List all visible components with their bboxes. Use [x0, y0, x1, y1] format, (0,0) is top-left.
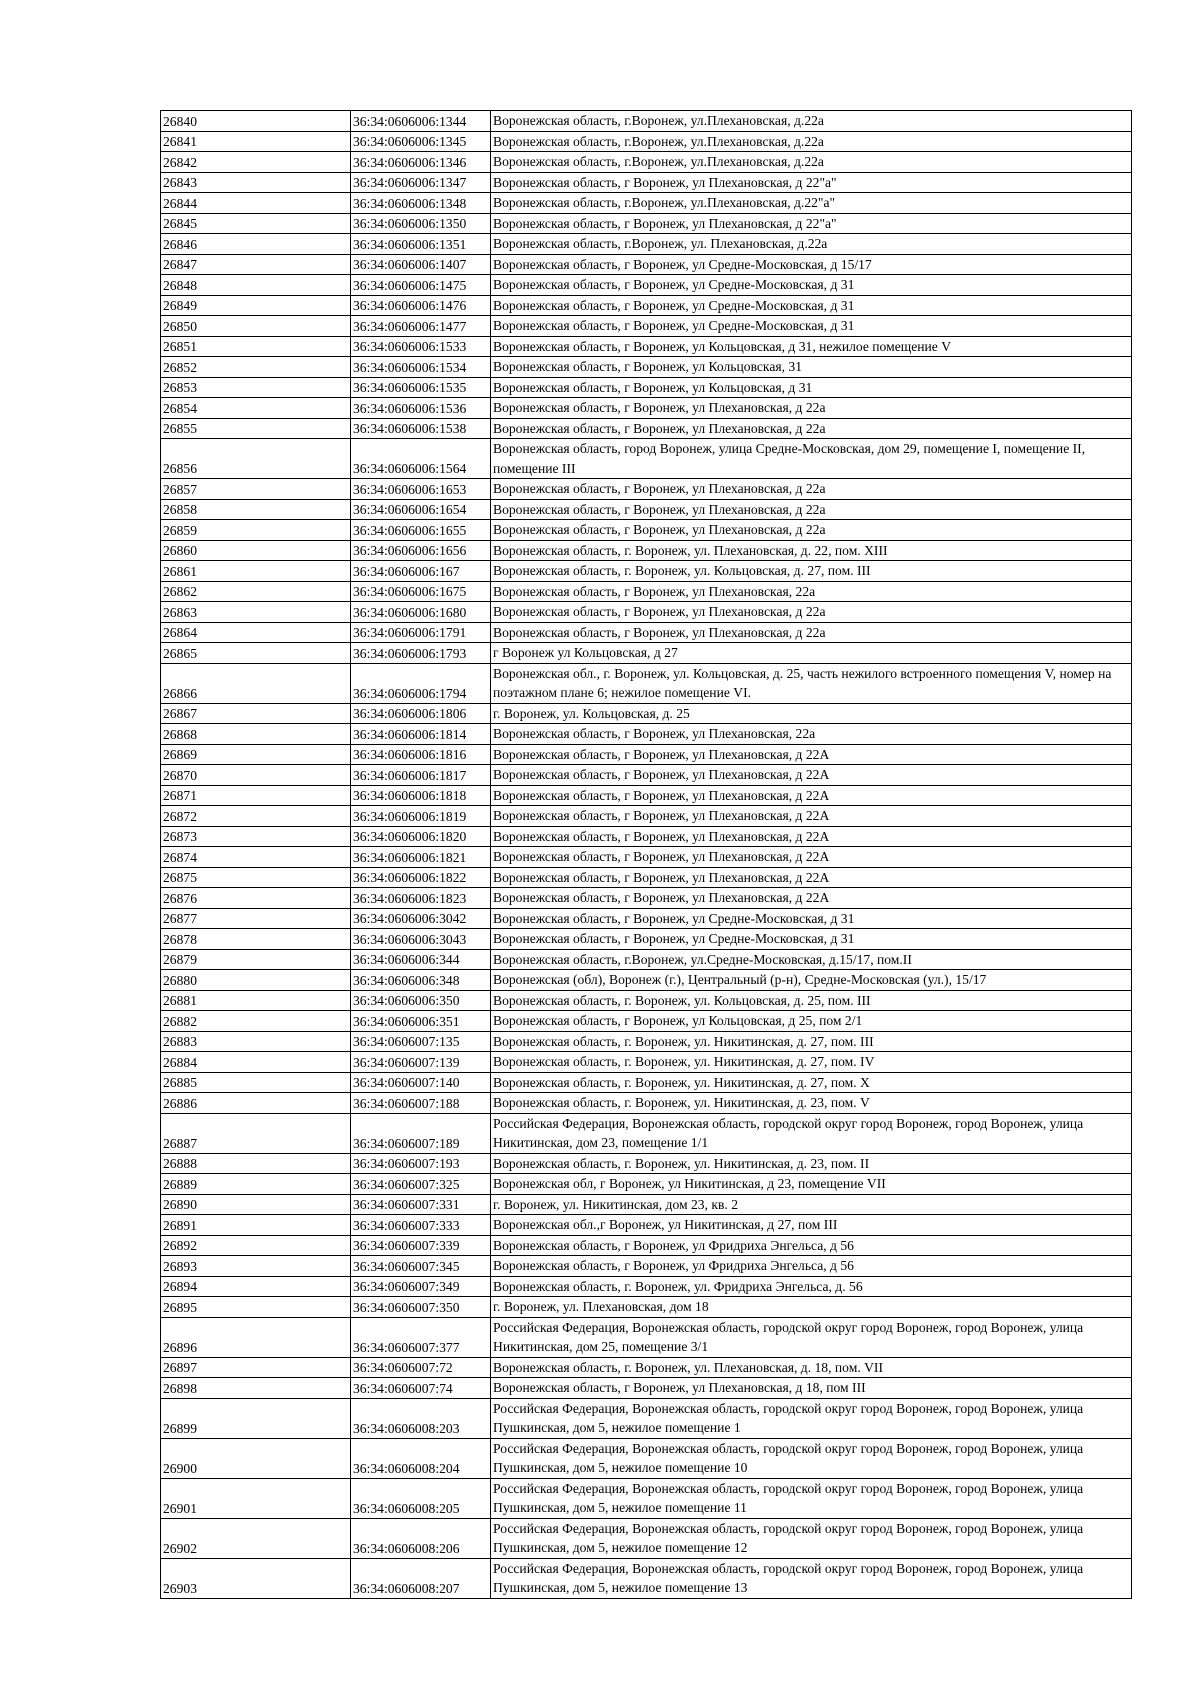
address-cell: Воронежская область, г. Воронеж, ул. Никитинская, д. 27, пом. III [491, 1031, 1132, 1052]
address-cell: Воронежская область, г. Воронеж, ул. Кольцовская, д. 25, пом. III [491, 990, 1132, 1011]
row-number-cell: 26860 [161, 540, 351, 561]
row-number-cell: 26869 [161, 744, 351, 765]
address-cell: г. Воронеж, ул. Кольцовская, д. 25 [491, 703, 1132, 724]
table-row [161, 785, 1132, 806]
address-cell: Российская Федерация, Воронежская область, городской округ город Воронеж, город Воронеж, улица Пушкинская, дом 5, нежилое помещение 12 [491, 1518, 1132, 1558]
address-cell: Воронежская область, г Воронеж, ул Плехановская, д 22А [491, 867, 1132, 888]
row-number-cell: 26891 [161, 1215, 351, 1236]
address-cell: Воронежская обл.,г Воронеж, ул Никитинская, д 27, пом III [491, 1215, 1132, 1236]
document-page [160, 110, 1131, 1599]
row-number-cell: 26903 [161, 1558, 351, 1598]
address-cell: Российская Федерация, Воронежская область, городской округ город Воронеж, город Воронеж, улица Пушкинская, дом 5, нежилое помещение 10 [491, 1438, 1132, 1478]
row-number-cell: 26842 [161, 152, 351, 173]
row-number-cell: 26894 [161, 1276, 351, 1297]
cadastral-number-cell: 36:34:0606006:1535 [351, 377, 491, 398]
address-cell: Воронежская область, г.Воронеж, ул.Плехановская, д.22а [491, 131, 1132, 152]
row-number-cell: 26866 [161, 663, 351, 703]
row-number-cell: 26883 [161, 1031, 351, 1052]
row-number-cell: 26864 [161, 622, 351, 643]
table-row [161, 970, 1132, 991]
row-number-cell: 26867 [161, 703, 351, 724]
address-cell: Воронежская область, г Воронеж, ул Плехановская, д 18, пом III [491, 1378, 1132, 1399]
table-row [161, 479, 1132, 500]
address-cell: Воронежская область, г Воронеж, ул Плехановская, д 22А [491, 744, 1132, 765]
cadastral-number-cell: 36:34:0606006:1564 [351, 439, 491, 479]
row-number-cell: 26879 [161, 949, 351, 970]
cadastral-number-cell: 36:34:0606006:1344 [351, 111, 491, 132]
address-cell: Воронежская область, г Воронеж, ул Плехановская, д 22А [491, 765, 1132, 786]
row-number-cell: 26877 [161, 908, 351, 929]
table-row [161, 1174, 1132, 1195]
table-row [161, 1113, 1132, 1153]
table-row [161, 336, 1132, 357]
row-number-cell: 26892 [161, 1235, 351, 1256]
table-row [161, 1478, 1132, 1518]
address-cell: Российская Федерация, Воронежская область, городской округ город Воронеж, город Воронеж, улица Пушкинская, дом 5, нежилое помещение 13 [491, 1558, 1132, 1598]
cadastral-number-cell: 36:34:0606006:1794 [351, 663, 491, 703]
cadastral-number-cell: 36:34:0606006:1822 [351, 867, 491, 888]
table-row [161, 398, 1132, 419]
address-cell: Воронежская область, г Воронеж, ул Плехановская, д 22А [491, 806, 1132, 827]
cadastral-number-cell: 36:34:0606006:1654 [351, 499, 491, 520]
cadastral-number-cell: 36:34:0606006:1791 [351, 622, 491, 643]
cadastral-number-cell: 36:34:0606006:1821 [351, 847, 491, 868]
cadastral-number-cell: 36:34:0606006:1823 [351, 888, 491, 909]
cadastral-number-cell: 36:34:0606006:1817 [351, 765, 491, 786]
table-row [161, 213, 1132, 234]
row-number-cell: 26859 [161, 520, 351, 541]
cadastral-number-cell: 36:34:0606006:1477 [351, 316, 491, 337]
table-row [161, 826, 1132, 847]
row-number-cell: 26878 [161, 929, 351, 950]
address-cell: Воронежская область, г Воронеж, ул Средне-Московская, д 31 [491, 295, 1132, 316]
row-number-cell: 26880 [161, 970, 351, 991]
address-cell: Воронежская область, г. Воронеж, ул. Никитинская, д. 23, пом. V [491, 1093, 1132, 1114]
address-cell: Воронежская область, г Воронеж, ул Средне-Московская, д 31 [491, 908, 1132, 929]
address-cell: Воронежская область, г. Воронеж, ул. Плехановская, д. 22, пом. XIII [491, 540, 1132, 561]
table-row [161, 1357, 1132, 1378]
table-row [161, 1215, 1132, 1236]
table-row [161, 806, 1132, 827]
cadastral-number-cell: 36:34:0606007:345 [351, 1256, 491, 1277]
row-number-cell: 26863 [161, 602, 351, 623]
row-number-cell: 26885 [161, 1072, 351, 1093]
cadastral-number-cell: 36:34:0606006:3043 [351, 929, 491, 950]
address-cell: Воронежская область, г. Воронеж, ул. Никитинская, д. 23, пом. II [491, 1153, 1132, 1174]
address-cell: Воронежская область, г Воронеж, ул Плехановская, д 22А [491, 888, 1132, 909]
table-row [161, 1317, 1132, 1357]
cadastral-number-cell: 36:34:0606008:204 [351, 1438, 491, 1478]
address-cell: Воронежская область, г Воронеж, ул Кольцовская, д 25, пом 2/1 [491, 1011, 1132, 1032]
row-number-cell: 26848 [161, 275, 351, 296]
cadastral-number-cell: 36:34:0606006:1680 [351, 602, 491, 623]
cadastral-number-cell: 36:34:0606007:140 [351, 1072, 491, 1093]
table-row [161, 111, 1132, 132]
row-number-cell: 26884 [161, 1052, 351, 1073]
cadastral-number-cell: 36:34:0606007:377 [351, 1317, 491, 1357]
cadastral-number-cell: 36:34:0606007:135 [351, 1031, 491, 1052]
address-cell: Воронежская область, г Воронеж, ул Плехановская, 22а [491, 724, 1132, 745]
address-cell: Воронежская область, г Воронеж, ул Плехановская, д 22А [491, 785, 1132, 806]
row-number-cell: 26862 [161, 581, 351, 602]
cadastral-number-cell: 36:34:0606006:1538 [351, 418, 491, 439]
table-row [161, 581, 1132, 602]
cadastral-number-cell: 36:34:0606006:1793 [351, 643, 491, 664]
address-cell: Воронежская область, г.Воронеж, ул.Средне-Московская, д.15/17, пом.II [491, 949, 1132, 970]
row-number-cell: 26872 [161, 806, 351, 827]
address-cell: Воронежская область, г Воронеж, ул Плехановская, д 22а [491, 398, 1132, 419]
registry-table-body [161, 111, 1132, 1599]
row-number-cell: 26844 [161, 193, 351, 214]
table-row [161, 1011, 1132, 1032]
cadastral-number-cell: 36:34:0606006:1346 [351, 152, 491, 173]
cadastral-number-cell: 36:34:0606006:1816 [351, 744, 491, 765]
table-row [161, 418, 1132, 439]
cadastral-number-cell: 36:34:0606007:339 [351, 1235, 491, 1256]
registry-table [160, 110, 1132, 1599]
table-row [161, 439, 1132, 479]
cadastral-number-cell: 36:34:0606006:1476 [351, 295, 491, 316]
table-row [161, 499, 1132, 520]
row-number-cell: 26843 [161, 172, 351, 193]
cadastral-number-cell: 36:34:0606007:189 [351, 1113, 491, 1153]
row-number-cell: 26854 [161, 398, 351, 419]
address-cell: Воронежская область, г Воронеж, ул Средне-Московская, д 31 [491, 929, 1132, 950]
address-cell: Воронежская область, г Воронеж, ул Плехановская, д 22А [491, 847, 1132, 868]
cadastral-number-cell: 36:34:0606006:167 [351, 561, 491, 582]
row-number-cell: 26886 [161, 1093, 351, 1114]
address-cell: Воронежская область, город Воронеж, улица Средне-Московская, дом 29, помещение I, помещение II, помещение III [491, 439, 1132, 479]
cadastral-number-cell: 36:34:0606006:1806 [351, 703, 491, 724]
address-cell: Воронежская область, г Воронеж, ул Фридриха Энгельса, д 56 [491, 1235, 1132, 1256]
row-number-cell: 26841 [161, 131, 351, 152]
address-cell: Воронежская область, г Воронеж, ул Плехановская, д 22а [491, 602, 1132, 623]
row-number-cell: 26858 [161, 499, 351, 520]
row-number-cell: 26840 [161, 111, 351, 132]
table-row [161, 1194, 1132, 1215]
row-number-cell: 26902 [161, 1518, 351, 1558]
address-cell: Воронежская обл, г Воронеж, ул Никитинская, д 23, помещение VII [491, 1174, 1132, 1195]
cadastral-number-cell: 36:34:0606007:349 [351, 1276, 491, 1297]
row-number-cell: 26851 [161, 336, 351, 357]
row-number-cell: 26857 [161, 479, 351, 500]
address-cell: Воронежская область, г. Воронеж, ул. Кольцовская, д. 27, пом. III [491, 561, 1132, 582]
row-number-cell: 26874 [161, 847, 351, 868]
table-row [161, 703, 1132, 724]
table-row [161, 1398, 1132, 1438]
cadastral-number-cell: 36:34:0606007:333 [351, 1215, 491, 1236]
table-row [161, 1072, 1132, 1093]
cadastral-number-cell: 36:34:0606006:1534 [351, 357, 491, 378]
table-row [161, 1558, 1132, 1598]
cadastral-number-cell: 36:34:0606006:1656 [351, 540, 491, 561]
address-cell: Российская Федерация, Воронежская область, городской округ город Воронеж, город Воронеж, улица Пушкинская, дом 5, нежилое помещение 11 [491, 1478, 1132, 1518]
row-number-cell: 26861 [161, 561, 351, 582]
cadastral-number-cell: 36:34:0606007:331 [351, 1194, 491, 1215]
address-cell: г Воронеж ул Кольцовская, д 27 [491, 643, 1132, 664]
cadastral-number-cell: 36:34:0606006:1819 [351, 806, 491, 827]
address-cell: Воронежская область, г Воронеж, ул Плехановская, д 22а [491, 418, 1132, 439]
cadastral-number-cell: 36:34:0606006:350 [351, 990, 491, 1011]
address-cell: Воронежская область, г Воронеж, ул Средне-Московская, д 31 [491, 275, 1132, 296]
address-cell: Воронежская область, г.Воронеж, ул.Плехановская, д.22а [491, 111, 1132, 132]
cadastral-number-cell: 36:34:0606007:350 [351, 1297, 491, 1318]
address-cell: Воронежская область, г.Воронеж, ул.Плехановская, д.22"а" [491, 193, 1132, 214]
table-row [161, 561, 1132, 582]
table-row [161, 254, 1132, 275]
cadastral-number-cell: 36:34:0606007:193 [351, 1153, 491, 1174]
row-number-cell: 26900 [161, 1438, 351, 1478]
address-cell: г. Воронеж, ул. Плехановская, дом 18 [491, 1297, 1132, 1318]
address-cell: Воронежская область, г.Воронеж, ул. Плехановская, д.22а [491, 234, 1132, 255]
cadastral-number-cell: 36:34:0606006:1351 [351, 234, 491, 255]
row-number-cell: 26901 [161, 1478, 351, 1518]
row-number-cell: 26881 [161, 990, 351, 1011]
table-row [161, 131, 1132, 152]
row-number-cell: 26896 [161, 1317, 351, 1357]
row-number-cell: 26899 [161, 1398, 351, 1438]
row-number-cell: 26897 [161, 1357, 351, 1378]
row-number-cell: 26893 [161, 1256, 351, 1277]
table-row [161, 929, 1132, 950]
row-number-cell: 26865 [161, 643, 351, 664]
cadastral-number-cell: 36:34:0606006:1814 [351, 724, 491, 745]
cadastral-number-cell: 36:34:0606006:1533 [351, 336, 491, 357]
table-row [161, 1052, 1132, 1073]
row-number-cell: 26846 [161, 234, 351, 255]
cadastral-number-cell: 36:34:0606006:344 [351, 949, 491, 970]
cadastral-number-cell: 36:34:0606006:1407 [351, 254, 491, 275]
row-number-cell: 26898 [161, 1378, 351, 1399]
table-row [161, 1031, 1132, 1052]
row-number-cell: 26871 [161, 785, 351, 806]
cadastral-number-cell: 36:34:0606006:1348 [351, 193, 491, 214]
address-cell: Воронежская область, г Воронеж, ул Средне-Московская, д 31 [491, 316, 1132, 337]
table-row [161, 765, 1132, 786]
address-cell: Воронежская область, г. Воронеж, ул. Никитинская, д. 27, пом. X [491, 1072, 1132, 1093]
address-cell: Воронежская область, г Воронеж, ул Плехановская, д 22А [491, 826, 1132, 847]
address-cell: Воронежская область, г Воронеж, ул Плехановская, 22а [491, 581, 1132, 602]
row-number-cell: 26868 [161, 724, 351, 745]
cadastral-number-cell: 36:34:0606006:1347 [351, 172, 491, 193]
cadastral-number-cell: 36:34:0606008:207 [351, 1558, 491, 1598]
table-row [161, 643, 1132, 664]
cadastral-number-cell: 36:34:0606006:3042 [351, 908, 491, 929]
cadastral-number-cell: 36:34:0606006:1655 [351, 520, 491, 541]
address-cell: Воронежская область, г Воронеж, ул Кольцовская, д 31 [491, 377, 1132, 398]
row-number-cell: 26850 [161, 316, 351, 337]
address-cell: Воронежская область, г Воронеж, ул Фридриха Энгельса, д 56 [491, 1256, 1132, 1277]
address-cell: Воронежская область, г. Воронеж, ул. Плехановская, д. 18, пом. VII [491, 1357, 1132, 1378]
table-row [161, 377, 1132, 398]
table-row [161, 1276, 1132, 1297]
cadastral-number-cell: 36:34:0606007:139 [351, 1052, 491, 1073]
row-number-cell: 26889 [161, 1174, 351, 1195]
cadastral-number-cell: 36:34:0606006:1536 [351, 398, 491, 419]
cadastral-number-cell: 36:34:0606006:1653 [351, 479, 491, 500]
row-number-cell: 26895 [161, 1297, 351, 1318]
cadastral-number-cell: 36:34:0606007:74 [351, 1378, 491, 1399]
table-row [161, 847, 1132, 868]
row-number-cell: 26849 [161, 295, 351, 316]
address-cell: Воронежская область, г Воронеж, ул Плехановская, д 22"а" [491, 213, 1132, 234]
table-row [161, 1297, 1132, 1318]
table-row [161, 724, 1132, 745]
address-cell: Воронежская область, г Воронеж, ул Средне-Московская, д 15/17 [491, 254, 1132, 275]
cadastral-number-cell: 36:34:0606006:1350 [351, 213, 491, 234]
table-row [161, 1153, 1132, 1174]
address-cell: Воронежская область, г Воронеж, ул Плехановская, д 22"а" [491, 172, 1132, 193]
address-cell: Воронежская область, г Воронеж, ул Кольцовская, 31 [491, 357, 1132, 378]
row-number-cell: 26890 [161, 1194, 351, 1215]
cadastral-number-cell: 36:34:0606008:205 [351, 1478, 491, 1518]
table-row [161, 1438, 1132, 1478]
table-row [161, 275, 1132, 296]
row-number-cell: 26888 [161, 1153, 351, 1174]
address-cell: Российская Федерация, Воронежская область, городской округ город Воронеж, город Воронеж, улица Никитинская, дом 23, помещение 1/1 [491, 1113, 1132, 1153]
cadastral-number-cell: 36:34:0606007:325 [351, 1174, 491, 1195]
table-row [161, 622, 1132, 643]
address-cell: Воронежская область, г Воронеж, ул Плехановская, д 22а [491, 520, 1132, 541]
table-row [161, 949, 1132, 970]
row-number-cell: 26875 [161, 867, 351, 888]
address-cell: Российская Федерация, Воронежская область, городской округ город Воронеж, город Воронеж, улица Пушкинская, дом 5, нежилое помещение 1 [491, 1398, 1132, 1438]
cadastral-number-cell: 36:34:0606006:1345 [351, 131, 491, 152]
row-number-cell: 26845 [161, 213, 351, 234]
table-row [161, 663, 1132, 703]
table-row [161, 520, 1132, 541]
table-row [161, 602, 1132, 623]
table-row [161, 867, 1132, 888]
row-number-cell: 26873 [161, 826, 351, 847]
address-cell: Воронежская область, г Воронеж, ул Плехановская, д 22а [491, 622, 1132, 643]
table-row [161, 1378, 1132, 1399]
row-number-cell: 26853 [161, 377, 351, 398]
address-cell: Воронежская обл., г. Воронеж, ул. Кольцовская, д. 25, часть нежилого встроенного помещения V, номер на поэтажном плане 6; нежилое помещение VI. [491, 663, 1132, 703]
row-number-cell: 26876 [161, 888, 351, 909]
address-cell: Воронежская (обл), Воронеж (г.), Центральный (р-н), Средне-Московская (ул.), 15/17 [491, 970, 1132, 991]
table-row [161, 1256, 1132, 1277]
row-number-cell: 26870 [161, 765, 351, 786]
cadastral-number-cell: 36:34:0606006:1475 [351, 275, 491, 296]
cadastral-number-cell: 36:34:0606007:188 [351, 1093, 491, 1114]
address-cell: Российская Федерация, Воронежская область, городской округ город Воронеж, город Воронеж, улица Никитинская, дом 25, помещение 3/1 [491, 1317, 1132, 1357]
cadastral-number-cell: 36:34:0606006:351 [351, 1011, 491, 1032]
table-row [161, 1093, 1132, 1114]
row-number-cell: 26852 [161, 357, 351, 378]
address-cell: Воронежская область, г. Воронеж, ул. Фридриха Энгельса, д. 56 [491, 1276, 1132, 1297]
cadastral-number-cell: 36:34:0606008:203 [351, 1398, 491, 1438]
table-row [161, 234, 1132, 255]
cadastral-number-cell: 36:34:0606006:348 [351, 970, 491, 991]
table-row [161, 1235, 1132, 1256]
address-cell: Воронежская область, г. Воронеж, ул. Никитинская, д. 27, пом. IV [491, 1052, 1132, 1073]
table-row [161, 172, 1132, 193]
address-cell: Воронежская область, г Воронеж, ул Плехановская, д 22а [491, 499, 1132, 520]
cadastral-number-cell: 36:34:0606007:72 [351, 1357, 491, 1378]
row-number-cell: 26847 [161, 254, 351, 275]
cadastral-number-cell: 36:34:0606006:1675 [351, 581, 491, 602]
table-row [161, 357, 1132, 378]
row-number-cell: 26882 [161, 1011, 351, 1032]
cadastral-number-cell: 36:34:0606006:1818 [351, 785, 491, 806]
table-row [161, 1518, 1132, 1558]
row-number-cell: 26887 [161, 1113, 351, 1153]
table-row [161, 193, 1132, 214]
table-row [161, 908, 1132, 929]
table-row [161, 316, 1132, 337]
table-row [161, 744, 1132, 765]
table-row [161, 152, 1132, 173]
table-row [161, 990, 1132, 1011]
table-row [161, 540, 1132, 561]
cadastral-number-cell: 36:34:0606006:1820 [351, 826, 491, 847]
address-cell: Воронежская область, г Воронеж, ул Кольцовская, д 31, нежилое помещение V [491, 336, 1132, 357]
table-row [161, 888, 1132, 909]
address-cell: г. Воронеж, ул. Никитинская, дом 23, кв. 2 [491, 1194, 1132, 1215]
cadastral-number-cell: 36:34:0606008:206 [351, 1518, 491, 1558]
table-row [161, 295, 1132, 316]
address-cell: Воронежская область, г Воронеж, ул Плехановская, д 22а [491, 479, 1132, 500]
address-cell: Воронежская область, г.Воронеж, ул.Плехановская, д.22а [491, 152, 1132, 173]
row-number-cell: 26855 [161, 418, 351, 439]
row-number-cell: 26856 [161, 439, 351, 479]
